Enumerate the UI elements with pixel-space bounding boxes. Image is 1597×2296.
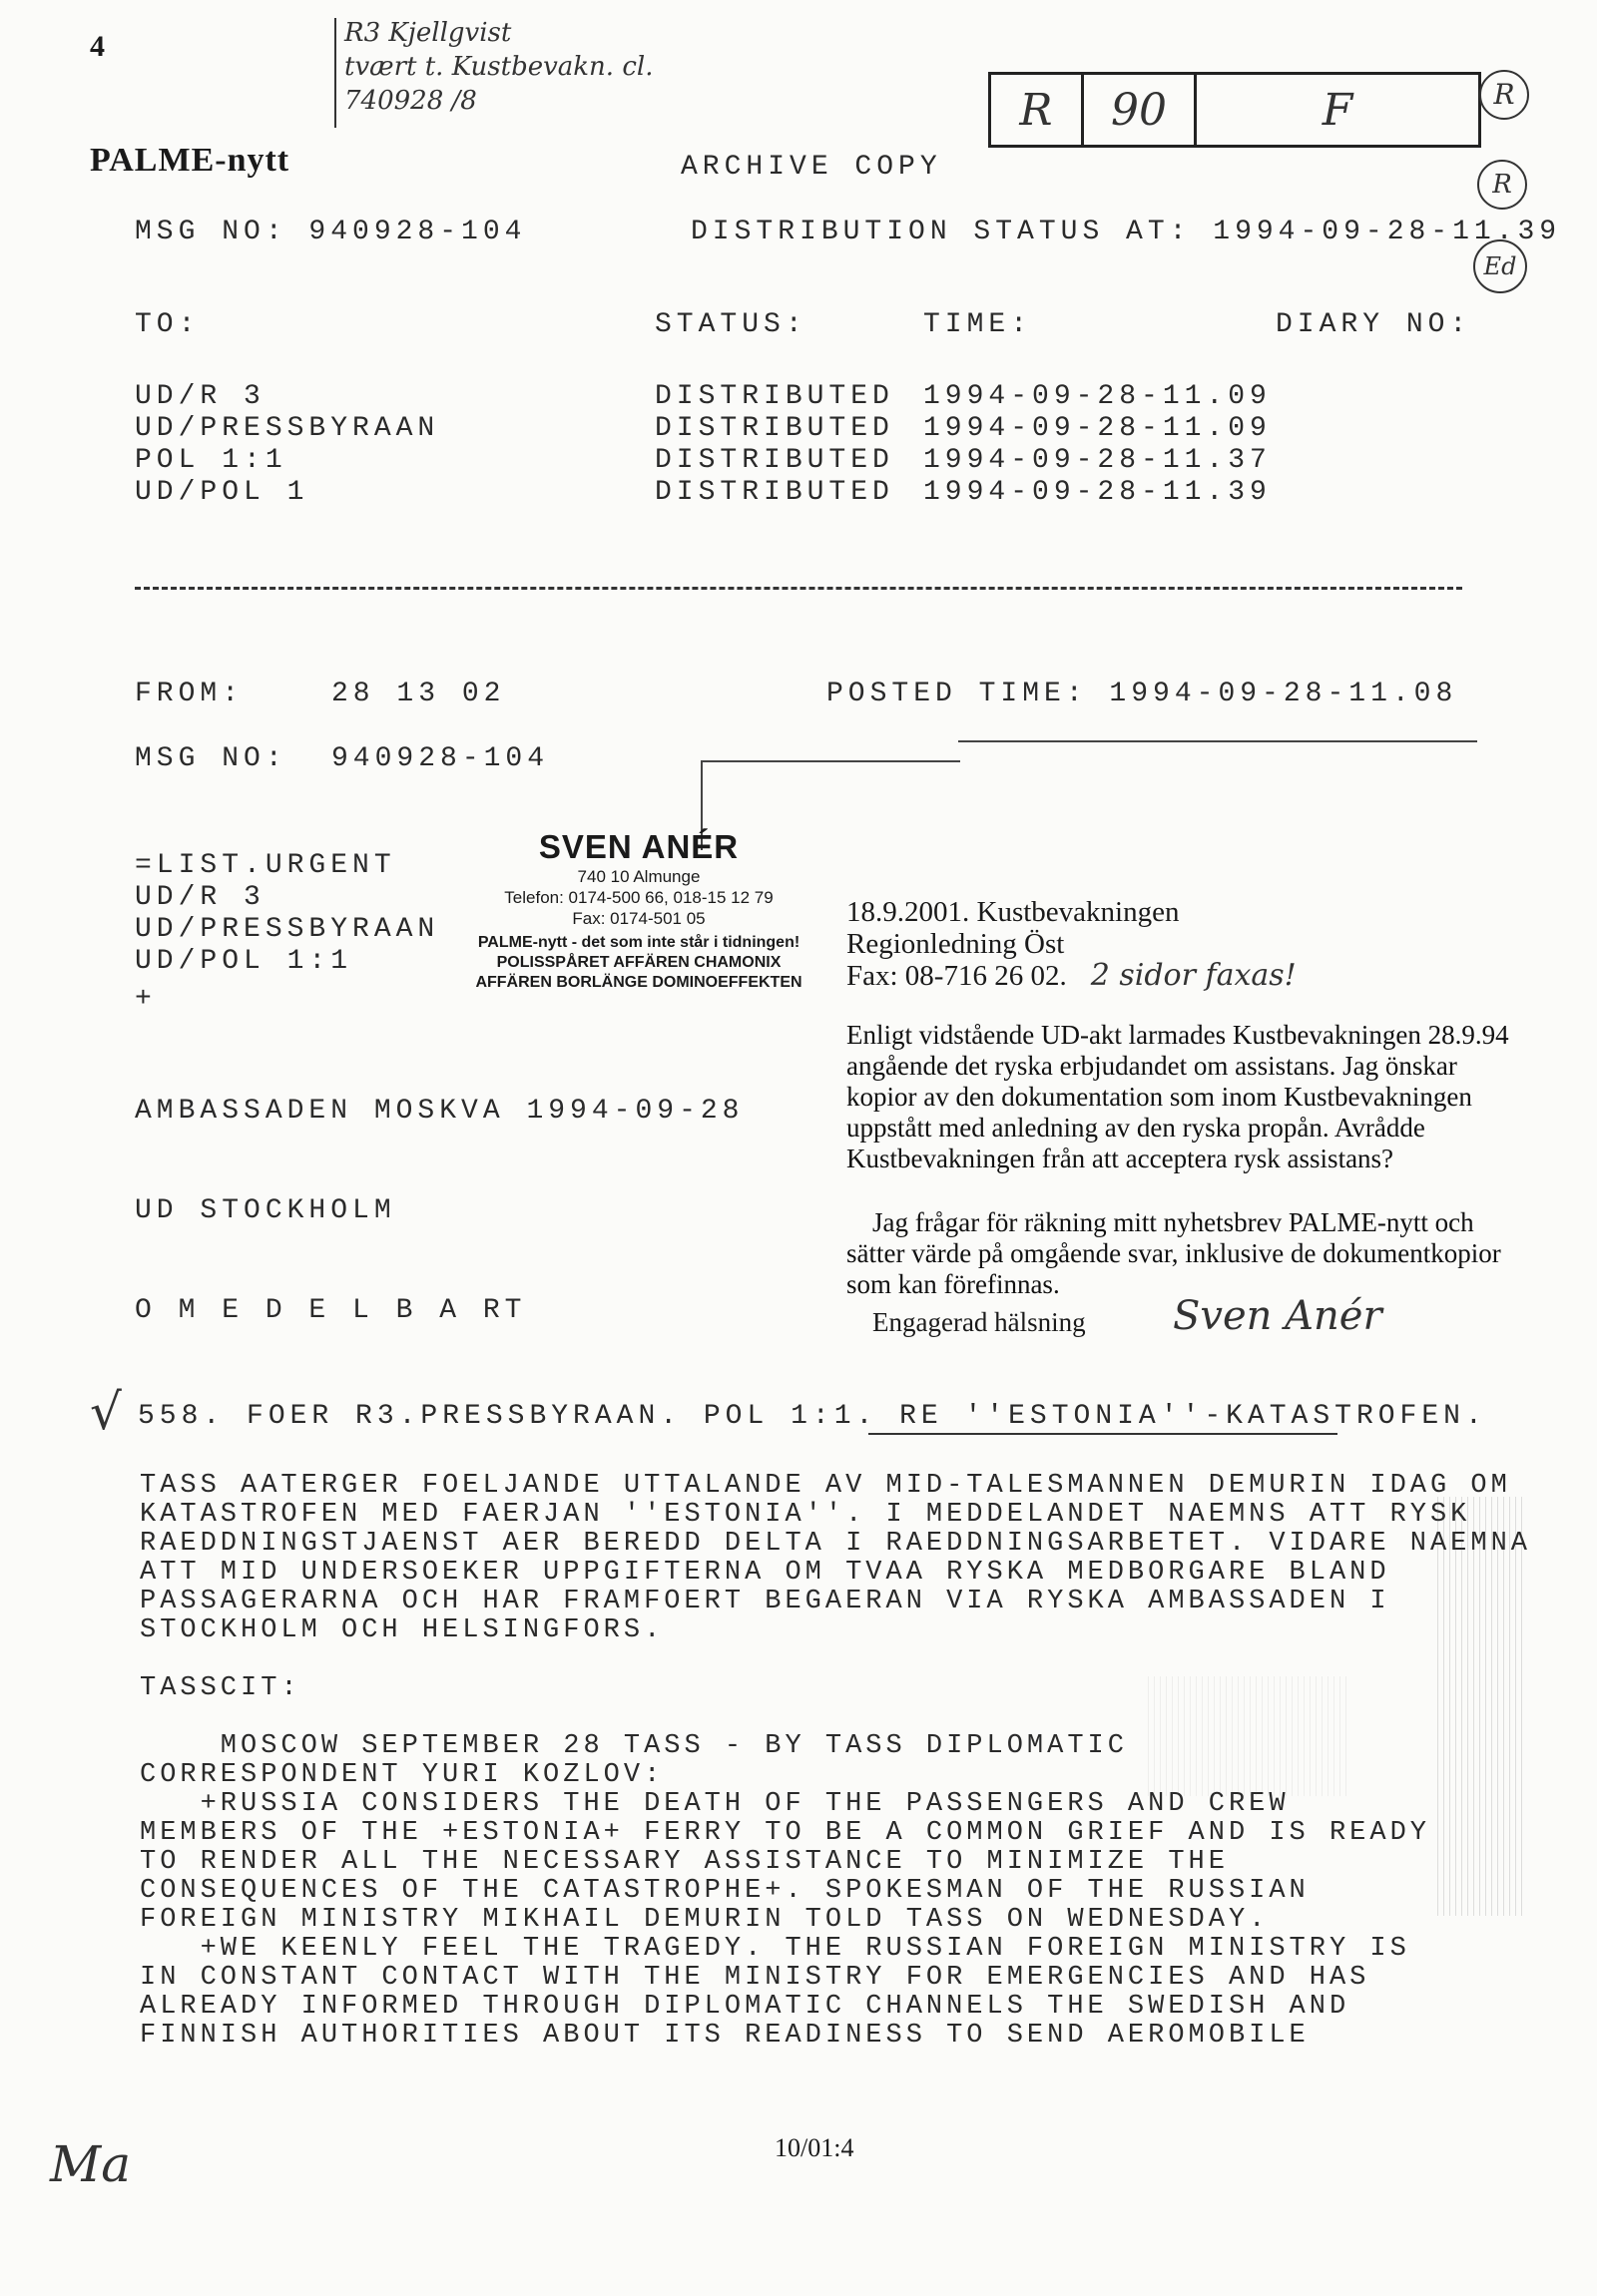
list-item: UD/R 3 xyxy=(135,882,266,913)
archive-stamp xyxy=(988,72,1481,148)
msg-number: MSG NO: 940928-104 xyxy=(135,217,527,247)
body-line: RAEDDNINGSTJAENST AER BEREDD DELTA I RAEDDNINGSARBETET. VIDARE NAEMNA xyxy=(140,1529,1531,1559)
table-row-to: UD/PRESSBYRAAN xyxy=(135,413,440,444)
list-item: + xyxy=(135,984,157,1015)
body-line: CORRESPONDENT YURI KOZLOV: xyxy=(140,1760,665,1790)
checkmark-icon: √ xyxy=(90,1383,122,1441)
table-row-status: DISTRIBUTED xyxy=(655,381,894,412)
body-line: FINNISH AUTHORITIES ABOUT ITS READINESS TO SEND AEROMOBILE xyxy=(140,2021,1310,2051)
sender-phone: Telefon: 0174-500 66, 018-15 12 79 xyxy=(504,888,774,907)
recipient-line: UD STOCKHOLM xyxy=(135,1195,396,1226)
table-row-time: 1994-09-28-11.39 xyxy=(923,477,1272,508)
fax-closing: Engagerad hälsning xyxy=(872,1307,1086,1337)
stamp-cell-number: 90 xyxy=(1084,75,1197,145)
sender-tagline: PALME-nytt - det som inte står i tidningen! xyxy=(477,934,800,951)
body-line: FOREIGN MINISTRY MIKHAIL DEMURIN TOLD TASS ON WEDNESDAY. xyxy=(140,1905,1270,1935)
ambassador-line: AMBASSADEN MOSKVA 1994-09-28 xyxy=(135,1096,745,1127)
list-item: UD/PRESSBYRAAN xyxy=(135,914,440,945)
from-value: 28 13 02 xyxy=(331,679,506,709)
table-row-time: 1994-09-28-11.09 xyxy=(923,413,1272,444)
table-row-time: 1994-09-28-11.37 xyxy=(923,445,1272,476)
body-line: TASSCIT: xyxy=(140,1673,301,1703)
sender-line-2: POLISSPÅRET AFFÄREN CHAMONIX xyxy=(496,954,782,971)
archive-copy-label: ARCHIVE COPY xyxy=(681,152,942,183)
signature: Sven Anér xyxy=(1173,1293,1382,1339)
body-line: IN CONSTANT CONTACT WITH THE MINISTRY FOR EMERGENCIES AND HAS xyxy=(140,1963,1370,1993)
handwritten-note-3: 740928 /8 xyxy=(344,86,477,116)
table-row-status: DISTRIBUTED xyxy=(655,445,894,476)
fax-body: Enligt vidstående UD-akt larmades Kustbevakningen 28.9.94 angående det ryska erbjudandet om assistans. Jag önskar kopior av den dokumentation som inom Kustbevakningen uppstått med anledning av den ryska propån. Avrådde Kustbevakningen från att acceptera rysk assistans? xyxy=(846,1020,1509,1173)
subject-underline xyxy=(868,1433,1337,1435)
table-row-time: 1994-09-28-11.09 xyxy=(923,381,1272,412)
body-line: MOSCOW SEPTEMBER 28 TASS - BY TASS DIPLOMATIC xyxy=(140,1731,1128,1761)
col-header-to: TO: xyxy=(135,309,201,340)
col-header-diary: DIARY NO: xyxy=(1276,309,1472,340)
scan-noise xyxy=(1148,1676,1347,1796)
sender-fax: Fax: 0174-501 05 xyxy=(572,909,706,928)
body-line: ALREADY INFORMED THROUGH DIPLOMATIC CHANNELS THE SWEDISH AND xyxy=(140,1992,1350,2022)
table-row-to: UD/POL 1 xyxy=(135,477,309,508)
circled-mark-1: R xyxy=(1479,70,1529,120)
col-header-time: TIME: xyxy=(923,309,1033,340)
footer-handwriting: Ma xyxy=(50,2135,132,2193)
margin-rule xyxy=(334,18,336,128)
stamp-cell-f: F xyxy=(1322,84,1353,136)
footer-reference: 10/01:4 xyxy=(775,2133,854,2162)
table-row-status: DISTRIBUTED xyxy=(655,477,894,508)
box-top-rule xyxy=(701,760,960,762)
sender-address: 740 10 Almunge xyxy=(577,867,701,886)
fax-body-2: Jag frågar för räkning mitt nyhetsbrev PALME-nytt och sätter värde på omgående svar, inklusive de dokumentkopior som kan förefinnas. xyxy=(846,1207,1501,1299)
circled-mark-3: Ed xyxy=(1473,239,1527,293)
handwritten-note-1: R3 Kjellgvist xyxy=(344,18,512,48)
col-header-status: STATUS: xyxy=(655,309,807,340)
body-line: MEMBERS OF THE +ESTONIA+ FERRY TO BE A COMMON GRIEF AND IS READY xyxy=(140,1818,1430,1848)
posted-time: POSTED TIME: 1994-09-28-11.08 xyxy=(826,679,1458,709)
brand-title: PALME-nytt xyxy=(90,142,290,179)
body-line: PASSAGERARNA OCH HAR FRAMFOERT BEGAERAN VIA RYSKA AMBASSADEN I xyxy=(140,1587,1390,1616)
table-row-status: DISTRIBUTED xyxy=(655,413,894,444)
body-line: +WE KEENLY FEEL THE TRAGEDY. THE RUSSIAN FOREIGN MINISTRY IS xyxy=(140,1934,1410,1964)
body-line: ATT MID UNDERSOEKER UPPGIFTERNA OM TVAA RYSKA MEDBORGARE BLAND xyxy=(140,1558,1390,1588)
table-row-to: UD/R 3 xyxy=(135,381,266,412)
table-row-to: POL 1:1 xyxy=(135,445,287,476)
fax-date-to: 18.9.2001. Kustbevakningen xyxy=(846,896,1180,928)
divider-line xyxy=(958,740,1477,742)
from-label: FROM: xyxy=(135,679,245,709)
urgent-line: O M E D E L B A RT xyxy=(135,1295,527,1326)
list-item: =LIST.URGENT xyxy=(135,850,396,881)
body-line: +RUSSIA CONSIDERS THE DEATH OF THE PASSENGERS AND CREW xyxy=(140,1789,1290,1819)
body-line: CONSEQUENCES OF THE CATASTROPHE+. SPOKESMAN OF THE RUSSIAN xyxy=(140,1876,1310,1906)
sender-letterhead xyxy=(429,828,848,993)
list-item: UD/POL 1:1 xyxy=(135,946,353,977)
body-line: STOCKHOLM OCH HELSINGFORS. xyxy=(140,1615,665,1645)
sender-name: SVEN ANÉR xyxy=(538,828,740,865)
msg2-label: MSG NO: xyxy=(135,743,287,774)
body-line: TASS AATERGER FOELJANDE UTTALANDE AV MID-TALESMANNEN DEMURIN IDAG OM xyxy=(140,1471,1511,1501)
separator-dashed xyxy=(135,587,1462,590)
distribution-status: DISTRIBUTION STATUS AT: 1994-09-28-11.39 xyxy=(691,217,1562,247)
body-line xyxy=(140,1645,1531,1674)
fax-org: Regionledning Öst xyxy=(846,928,1065,960)
stamp-cell-r: R xyxy=(991,75,1084,145)
msg2-value: 940928-104 xyxy=(331,743,550,774)
fax-handwritten-note: 2 sidor faxas! xyxy=(1090,958,1297,993)
page-number: 4 xyxy=(90,30,105,63)
circled-mark-2: R xyxy=(1477,160,1527,210)
fax-recipient xyxy=(846,896,1297,992)
handwritten-note-2: tvært t. Kustbevakn. cl. xyxy=(344,52,654,82)
sender-line-3: AFFÄREN BORLÄNGE DOMINOEFFEKTEN xyxy=(475,974,802,991)
fax-number: Fax: 08-716 26 02. xyxy=(846,960,1067,992)
body-line: KATASTROFEN MED FAERJAN ''ESTONIA''. I MEDDELANDET NAEMNS ATT RYSK xyxy=(140,1500,1471,1530)
body-line: TO RENDER ALL THE NECESSARY ASSISTANCE TO MINIMIZE THE xyxy=(140,1847,1229,1877)
scan-noise xyxy=(1437,1497,1527,1916)
subject-line: 558. FOER R3.PRESSBYRAAN. POL 1:1. RE ''ESTONIA''-KATASTROFEN. xyxy=(138,1401,1487,1432)
